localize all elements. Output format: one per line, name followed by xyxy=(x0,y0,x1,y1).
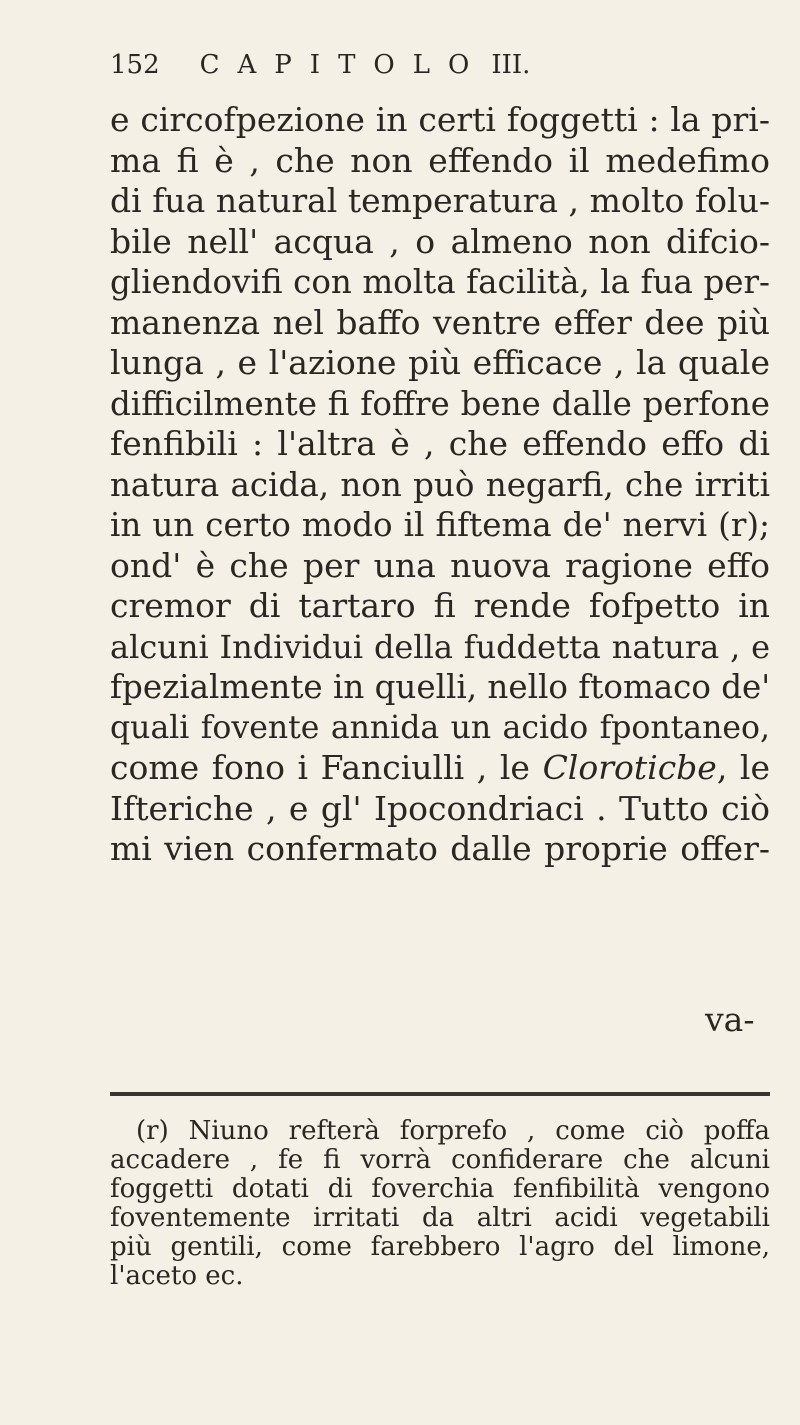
text-line: di fua natural temperatura , molto folu- xyxy=(110,181,770,220)
text-line: lunga , e l'azione più efficace , la quale xyxy=(110,343,770,382)
chapter-number: III. xyxy=(491,50,531,80)
text-line: ma fi è , che non effendo il medefimo xyxy=(110,140,770,180)
text-line: alcuni Individui della fuddetta natura , e xyxy=(110,627,770,666)
text-line: difficilmente fi foffre bene dalle perfone xyxy=(110,384,770,423)
text-line: fenfibili : l'altra è , che effendo effo di xyxy=(110,424,770,463)
text-line: bile nell' acqua , o almeno non difcio- xyxy=(110,221,770,261)
footnote-line: accadere , fe fi vorrà confiderare che alcuni xyxy=(110,1145,770,1175)
text-line: natura acida, non può negarfi, che irriti xyxy=(110,465,770,504)
footnote xyxy=(110,1117,770,1291)
text-line: gliendovifi con molta facilità, la fua per- xyxy=(110,263,770,301)
text-line: fpezialmente in quelli, nello ftomaco de' xyxy=(110,668,771,706)
text-line: ond' è che per una nuova ragione effo xyxy=(110,545,770,585)
body-text xyxy=(110,100,770,870)
text-line: mi vien confermato dalle proprie offer- xyxy=(110,829,770,868)
catchword: va- xyxy=(705,1000,755,1039)
footnote-line: foventemente irritati da altri acidi vegetabili xyxy=(110,1203,770,1233)
text-line: e circofpezione in certi foggetti : la pri- xyxy=(110,100,770,139)
footnote-rule xyxy=(110,1092,770,1096)
italic-word: Cloroticbe xyxy=(542,748,717,787)
text-line: quali fovente annida un acido fpontaneo, xyxy=(110,709,770,746)
footnote-line: (r) Niuno refterà forprefo , come ciò poffa xyxy=(136,1116,770,1146)
footnote-line: foggetti dotati di foverchia fenfibilità vengono xyxy=(110,1174,770,1204)
page-header xyxy=(110,50,730,80)
footnote-line: l'aceto ec. xyxy=(110,1261,244,1291)
text-line: come fono i Fanciulli , le Cloroticbe, le xyxy=(110,748,770,787)
text-line: Ifteriche , e gl' Ipocondriaci . Tutto ciò xyxy=(110,788,770,828)
page-number: 152 xyxy=(110,50,160,80)
text-line: cremor di tartaro fi rende fofpetto in xyxy=(110,586,770,625)
text-line: manenza nel baffo ventre effer dee più xyxy=(110,302,770,342)
running-head: CAPITOLO xyxy=(199,50,488,80)
text-line: in un certo modo il fiftema de' nervi (r); xyxy=(110,506,770,544)
footnote-line: più gentili, come farebbero l'agro del limone, xyxy=(110,1232,770,1262)
